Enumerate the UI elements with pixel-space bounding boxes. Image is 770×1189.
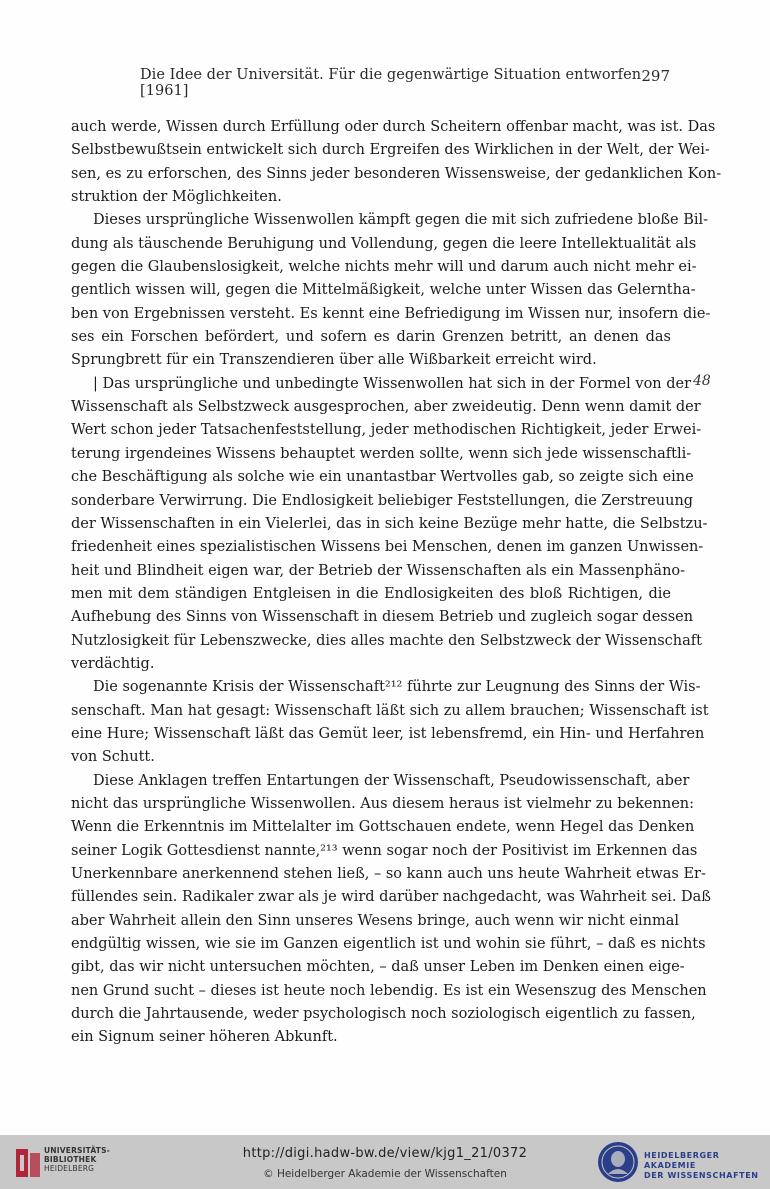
text-line: senschaft. Man hat gesagt: Wissenschaft läßt sich zu allem brauchen; Wissenschaft ist: [71, 702, 709, 719]
running-title: Die Idee der Universität. Für die gegenwärtige Situation entworfen [1961]: [140, 67, 642, 99]
text-line: Wenn die Erkenntnis im Mittelalter im Gottschauen endete, wenn Hegel das Denken: [71, 819, 695, 836]
text-line: gibt, das wir nicht untersuchen möchten, – daß unser Leben im Denken einen eige-: [71, 959, 685, 976]
academy-name: HEIDELBERGER AKADEMIE DER WISSENSCHAFTEN: [644, 1151, 759, 1180]
page-number: 297: [641, 67, 670, 85]
text-line: durch die Jahrtausende, weder psychologisch noch soziologisch eigentlich zu fassen,: [71, 1006, 696, 1023]
text-line: füllendes sein. Radikaler zwar als je wird darüber nachgedacht, was Wahrheit sei. Daß: [71, 889, 711, 906]
library-name: UNIVERSITÄTS- BIBLIOTHEK HEIDELBERG: [44, 1146, 111, 1173]
text-line: endgültig wissen, wie sie im Ganzen eigentlich ist und wohin sie führt, – daß es nichts: [71, 936, 706, 953]
text-line: auch werde, Wissen durch Erfüllung oder durch Scheitern offenbar macht, was ist. Das: [71, 119, 716, 135]
text-line: eine Hure; Wissenschaft läßt das Gemüt leer, ist lebensfremd, ein Hin- und Herfahren: [71, 725, 705, 742]
text-line: sen, es zu erforschen, des Sinns jeder besonderen Wissensweise, der gedanklichen Kon-: [71, 165, 722, 182]
text-line: dung als täuschende Beruhigung und Vollendung, gegen die leere Intellektualität als: [71, 235, 697, 252]
text-line: der Wissenschaften in ein Vielerlei, das in sich keine Bezüge mehr hatte, die Selbstzu-: [71, 515, 708, 532]
text-line: terung irgendeines Wissens behauptet werden sollte, wenn sich jede wissenschaftli-: [71, 445, 692, 462]
margin-page-reference: 48: [693, 373, 711, 389]
viewer-footer: [0, 1135, 770, 1189]
text-line: struktion der Möglichkeiten.: [71, 189, 282, 206]
text-line: Diese Anklagen treffen Entartungen der Wissenschaft, Pseudowissenschaft, aber: [93, 772, 690, 789]
text-line: seiner Logik Gottesdienst nannte,²¹³ wenn sogar noch der Positivist im Erkennen das: [71, 842, 698, 859]
text-line: ben von Ergebnissen versteht. Es kennt eine Befriedigung im Wissen nur, insofern die-: [71, 305, 711, 322]
text-line: Dieses ursprüngliche Wissenwollen kämpft gegen die mit sich zufriedene bloße Bil-: [93, 212, 709, 229]
text-line: gegen die Glaubenslosigkeit, welche nichts mehr will und darum auch nicht mehr ei-: [71, 259, 697, 276]
text-line: verdächtig.: [71, 655, 155, 672]
text-line: gentlich wissen will, gegen die Mittelmäßigkeit, welche unter Wissen das Gelerntha-: [71, 282, 696, 299]
text-line: Selbstbewußtsein entwickelt sich durch Ergreifen des Wirklichen in der Welt, der Wei-: [71, 142, 710, 159]
text-line: Wissenschaft als Selbstzweck ausgesprochen, aber zweideutig. Denn wenn damit der: [71, 399, 701, 416]
text-line: Aufhebung des Sinns von Wissenschaft in diesem Betrieb und zugleich sogar dessen: [71, 609, 694, 626]
text-line: Nutzlosigkeit für Lebenszwecke, dies alles machte den Selbstzweck der Wissenschaft: [71, 632, 702, 649]
text-line: ein Signum seiner höheren Abkunft.: [71, 1029, 338, 1046]
text-line: ses ein Forschen befördert, und sofern es darin Grenzen betritt, an denen das: [71, 329, 671, 346]
copyright-notice: © Heidelberger Akademie der Wissenschaften: [263, 1168, 507, 1180]
text-line: von Schutt.: [71, 749, 155, 766]
text-line: men mit dem ständigen Entgleisen in die Endlosigkeiten des bloß Richtigen, die: [71, 585, 671, 602]
text-line: aber Wahrheit allein den Sinn unseres Wesens bringe, auch wenn wir nicht einmal: [71, 912, 679, 929]
permalink-url[interactable]: http://digi.hadw-bw.de/view/kjg1_21/0372: [242, 1146, 528, 1161]
text-line: Sprungbrett für ein Transzendieren über alle Wißbarkeit erreicht wird.: [71, 352, 597, 369]
text-line: nicht das ursprüngliche Wissenwollen. Aus diesem heraus ist vielmehr zu bekennen:: [71, 795, 694, 812]
text-line: heit und Blindheit eigen war, der Betrieb der Wissenschaften als ein Massenphäno-: [71, 562, 686, 579]
text-line: Wert schon jeder Tatsachenfeststellung, jeder methodischen Richtigkeit, jeder Erwei-: [71, 422, 702, 439]
text-line: friedenheit eines spezialistischen Wissens bei Menschen, denen im ganzen Unwissen-: [71, 539, 704, 556]
text-line: Die sogenannte Krisis der Wissenschaft²¹² führte zur Leugnung des Sinns der Wis-: [93, 679, 701, 696]
text-line: | Das ursprüngliche und unbedingte Wissenwollen hat sich in der Formel von der: [93, 375, 692, 392]
text-line: nen Grund sucht – dieses ist heute noch lebendig. Es ist ein Wesenszug des Menschen: [71, 982, 707, 999]
text-line: sonderbare Verwirrung. Die Endlosigkeit beliebiger Feststellungen, die Zerstreuung: [71, 492, 694, 509]
text-line: che Beschäftigung als solche wie ein unantastbar Wertvolles gab, so zeigte sich eine: [71, 469, 694, 486]
page-header: [140, 67, 670, 99]
academy-seal-icon[interactable]: [596, 1140, 640, 1184]
text-line: Unerkennbare anerkennend stehen ließ, – so kann auch uns heute Wahrheit etwas Er-: [71, 866, 706, 882]
